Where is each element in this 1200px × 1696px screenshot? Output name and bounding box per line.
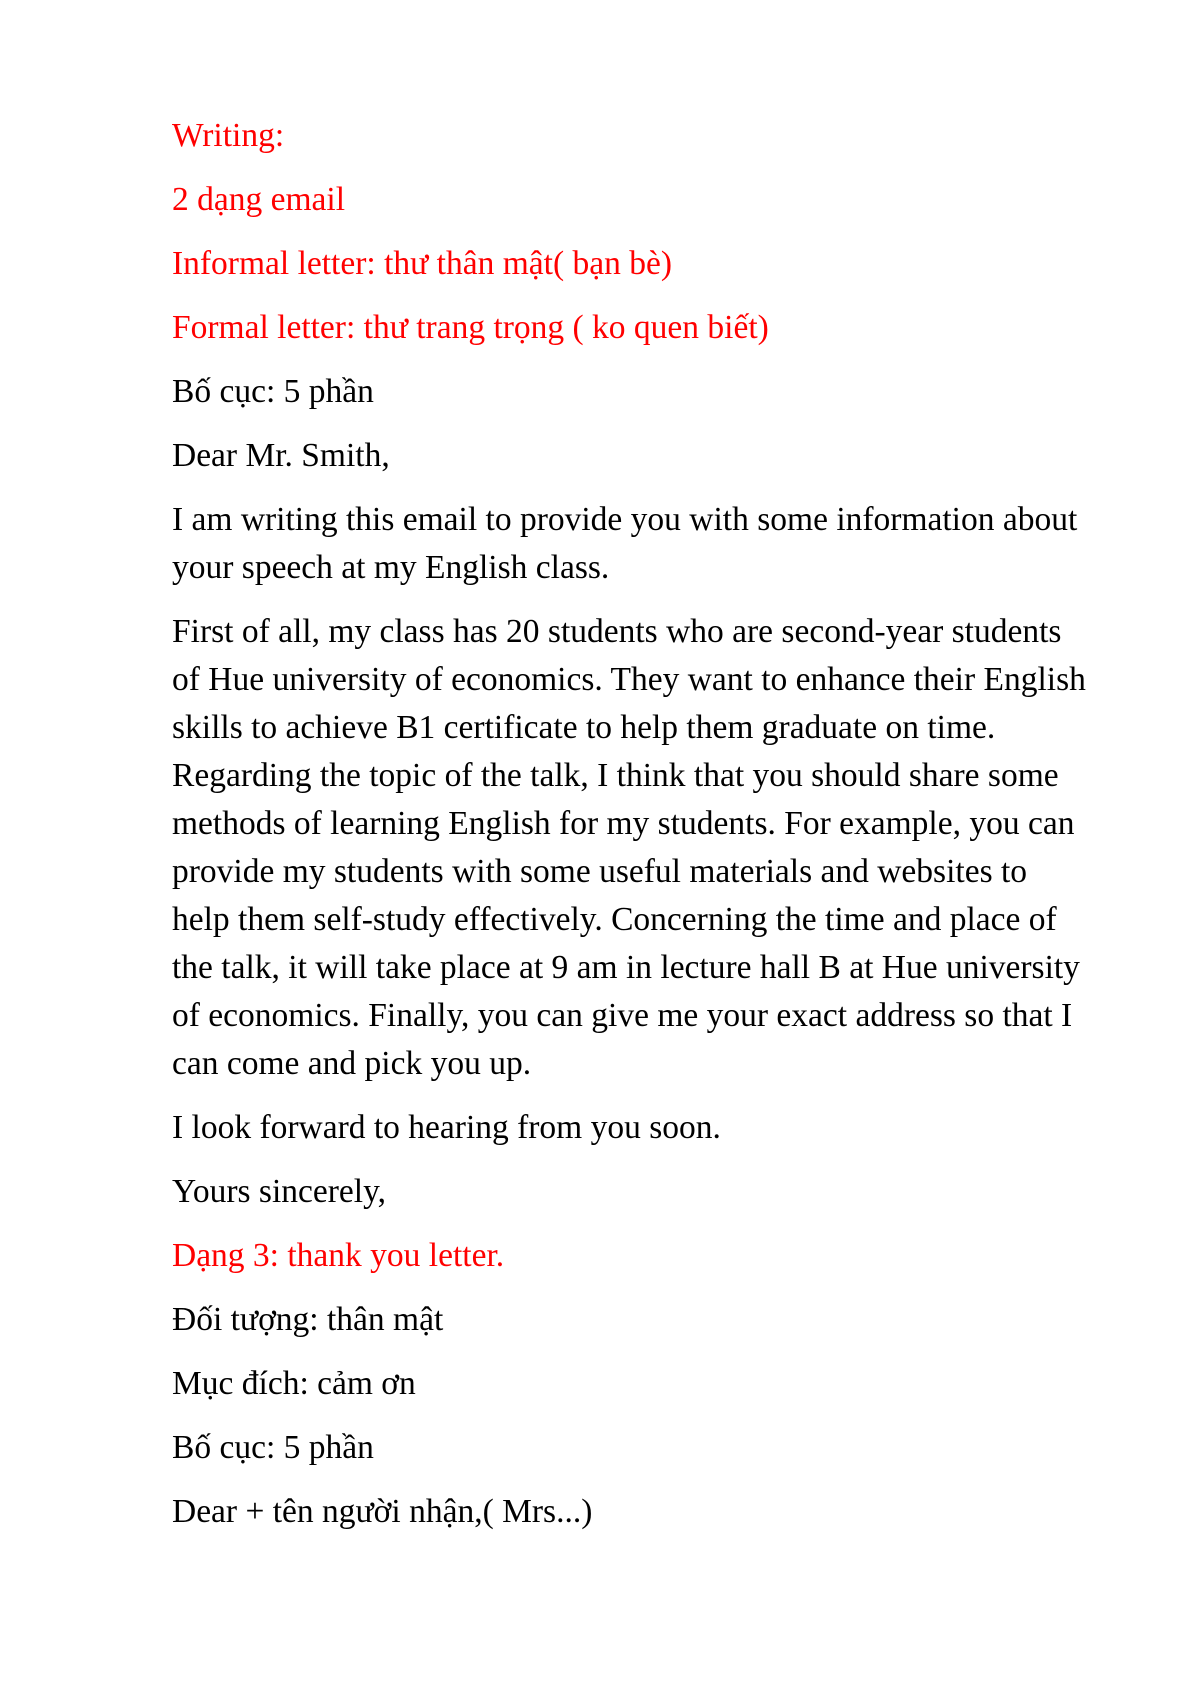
type-3-heading: Dạng 3: thank you letter. [172, 1237, 505, 1274]
layout-line-2: Bố cục: 5 phần [172, 1429, 374, 1466]
closing-line: I look forward to hearing from you soon. [172, 1109, 721, 1146]
layout-line-1: Bố cục: 5 phần [172, 373, 374, 410]
greeting-template-line: Dear + tên người nhận,( Mrs...) [172, 1493, 593, 1530]
purpose-line: Mục đích: cảm ơn [172, 1365, 416, 1402]
email-types-line: 2 dạng email [172, 181, 346, 218]
audience-line: Đối tượng: thân mật [172, 1301, 444, 1338]
main-paragraph: First of all, my class has 20 students who are second-year students of Hue university of economics. They want to enhance their English skills to achieve B1 certificate to help them graduate on time. Regarding the topic of the talk, I think that you should share some methods of learning English for my students. For example, you can provide my students with some useful materials and websites to help them self-study effectively. Concerning the time and place of the talk, it will take place at 9 am in lecture hall B at Hue university of economics. Finally, you can give me your exact address so that I can come and pick you up. [172, 613, 1086, 1082]
informal-letter-line: Informal letter: thư thân mật( bạn bè) [172, 245, 672, 282]
greeting-line: Dear Mr. Smith, [172, 437, 390, 474]
document-body [172, 112, 1092, 1552]
heading-writing: Writing: [172, 117, 285, 154]
sign-off-line: Yours sincerely, [172, 1173, 387, 1210]
intro-paragraph: I am writing this email to provide you with some information about your speech at my English class. [172, 501, 1078, 586]
formal-letter-line: Formal letter: thư trang trọng ( ko quen biết) [172, 309, 769, 346]
